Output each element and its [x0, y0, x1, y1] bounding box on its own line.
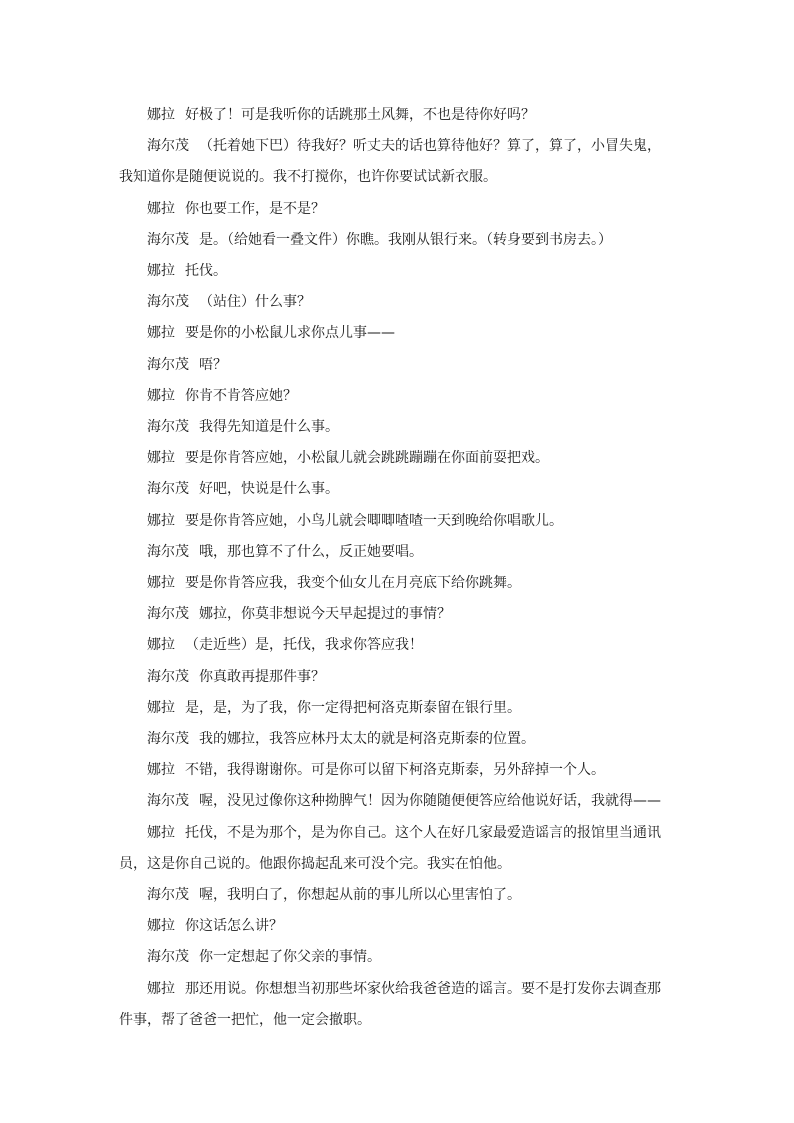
speaker-name: 娜拉: [147, 575, 175, 592]
speaker-name: 娜拉: [147, 637, 175, 654]
line-text: 我得先知道是什么事。: [199, 419, 339, 436]
speaker-name: 海尔茂: [147, 231, 189, 248]
line-text: 你这话怎么讲？: [185, 918, 283, 935]
line-text: 喔，没见过像你这种拗脾气！因为你随随便便答应给他说好话，我就得——: [199, 793, 661, 810]
dialogue-line: [119, 506, 674, 537]
line-text: 要是你肯答应她，小松鼠儿就会跳跳蹦蹦在你面前耍把戏。: [185, 450, 549, 467]
speaker-name: 娜拉: [147, 263, 175, 280]
line-text: 是，是，为了我，你一定得把柯洛克斯泰留在银行里。: [185, 699, 521, 716]
dialogue-line: [119, 100, 674, 131]
line-text: 要是你的小松鼠儿求你点儿事——: [185, 325, 395, 342]
speaker-name: 娜拉: [147, 918, 175, 935]
speaker-name: 海尔茂: [147, 731, 189, 748]
speaker-name: 娜拉: [147, 107, 175, 123]
dialogue-line: [119, 911, 674, 942]
speaker-name: 海尔茂: [147, 419, 189, 436]
speaker-name: 娜拉: [147, 824, 175, 841]
speaker-name: 娜拉: [147, 387, 175, 404]
dialogue-line: [119, 599, 674, 630]
dialogue-line: [119, 818, 674, 880]
dialogue-line: [119, 568, 674, 599]
speaker-name: 海尔茂: [147, 481, 189, 498]
speaker-name: 海尔茂: [147, 668, 189, 685]
line-text: 喔，我明白了，你想起从前的事儿所以心里害怕了。: [199, 887, 521, 904]
line-text: 好吧，快说是什么事。: [199, 481, 339, 498]
dialogue-line: [119, 693, 674, 724]
speaker-name: 娜拉: [147, 200, 175, 217]
dialogue-line: [119, 131, 674, 193]
dialogue-line: [119, 318, 674, 349]
dialogue-line: [119, 474, 674, 505]
speaker-name: 娜拉: [147, 980, 175, 997]
speaker-name: 海尔茂: [147, 793, 189, 810]
line-text: 是。（给她看一叠文件）你瞧。我刚从银行来。（转身要到书房去。）: [199, 231, 612, 248]
line-text: 我的娜拉，我答应林丹太太的就是柯洛克斯泰的位置。: [199, 731, 535, 748]
speaker-name: 海尔茂: [147, 887, 189, 904]
line-text: 娜拉，你莫非想说今天早起提过的事情？: [199, 606, 451, 623]
dialogue-line: [119, 755, 674, 786]
line-text: 你一定想起了你父亲的事情。: [199, 949, 381, 966]
dialogue-line: [119, 537, 674, 568]
line-text: 那还用说。你想想当初那些坏家伙给我爸爸造的谣言。要不是打发你去调查那件事，帮了爸爸一把忙，他一定会撤职。: [119, 980, 661, 1028]
dialogue-line: [119, 942, 674, 973]
speaker-name: 海尔茂: [147, 606, 189, 623]
dialogue-line: [119, 630, 674, 661]
dialogue-body: [119, 100, 674, 1036]
dialogue-line: [119, 662, 674, 693]
dialogue-line: [119, 412, 674, 443]
speaker-name: 娜拉: [147, 699, 175, 716]
dialogue-line: [119, 974, 674, 1036]
line-text: 好极了！可是我听你的话跳那土风舞，不也是待你好吗？: [185, 107, 535, 123]
line-text: 你肯不肯答应她？: [185, 387, 297, 404]
speaker-name: 海尔茂: [147, 356, 189, 373]
line-text: 不错，我得谢谢你。可是你可以留下柯洛克斯泰，另外辞掉一个人。: [185, 762, 605, 779]
line-text: （托着她下巴）待我好？听丈夫的话也算待他好？算了，算了，小冒失鬼，我知道你是随便说说的。我不打搅你，也许你要试试新衣服。: [119, 138, 661, 186]
dialogue-line: [119, 381, 674, 412]
line-text: 托伐。: [185, 263, 227, 280]
line-text: 托伐，不是为那个，是为你自己。这个人在好几家最爱造谣言的报馆里当通讯员，这是你自己说的。他跟你捣起乱来可没个完。我实在怕他。: [119, 824, 661, 872]
line-text: 你真敢再提那件事？: [199, 668, 325, 685]
dialogue-line: [119, 880, 674, 911]
dialogue-line: [119, 287, 674, 318]
speaker-name: 娜拉: [147, 762, 175, 779]
dialogue-line: [119, 786, 674, 817]
dialogue-line: [119, 256, 674, 287]
line-text: 要是你肯答应我，我变个仙女儿在月亮底下给你跳舞。: [185, 575, 521, 592]
speaker-name: 海尔茂: [147, 949, 189, 966]
speaker-name: 海尔茂: [147, 138, 189, 155]
dialogue-line: [119, 724, 674, 755]
line-text: 唔？: [199, 356, 227, 373]
dialogue-line: [119, 194, 674, 225]
dialogue-line: [119, 350, 674, 381]
speaker-name: 娜拉: [147, 450, 175, 467]
speaker-name: 海尔茂: [147, 543, 189, 560]
line-text: （走近些）是，托伐，我求你答应我！: [185, 637, 423, 654]
line-text: 要是你肯答应她，小鸟儿就会唧唧喳喳一天到晚给你唱歌儿。: [185, 512, 563, 529]
line-text: （站住）什么事？: [199, 294, 311, 311]
speaker-name: 海尔茂: [147, 294, 189, 311]
speaker-name: 娜拉: [147, 512, 175, 529]
line-text: 你也要工作，是不是？: [185, 200, 325, 217]
line-text: 哦，那也算不了什么，反正她要唱。: [199, 543, 423, 560]
dialogue-line: [119, 443, 674, 474]
speaker-name: 娜拉: [147, 325, 175, 342]
dialogue-line: [119, 225, 674, 256]
